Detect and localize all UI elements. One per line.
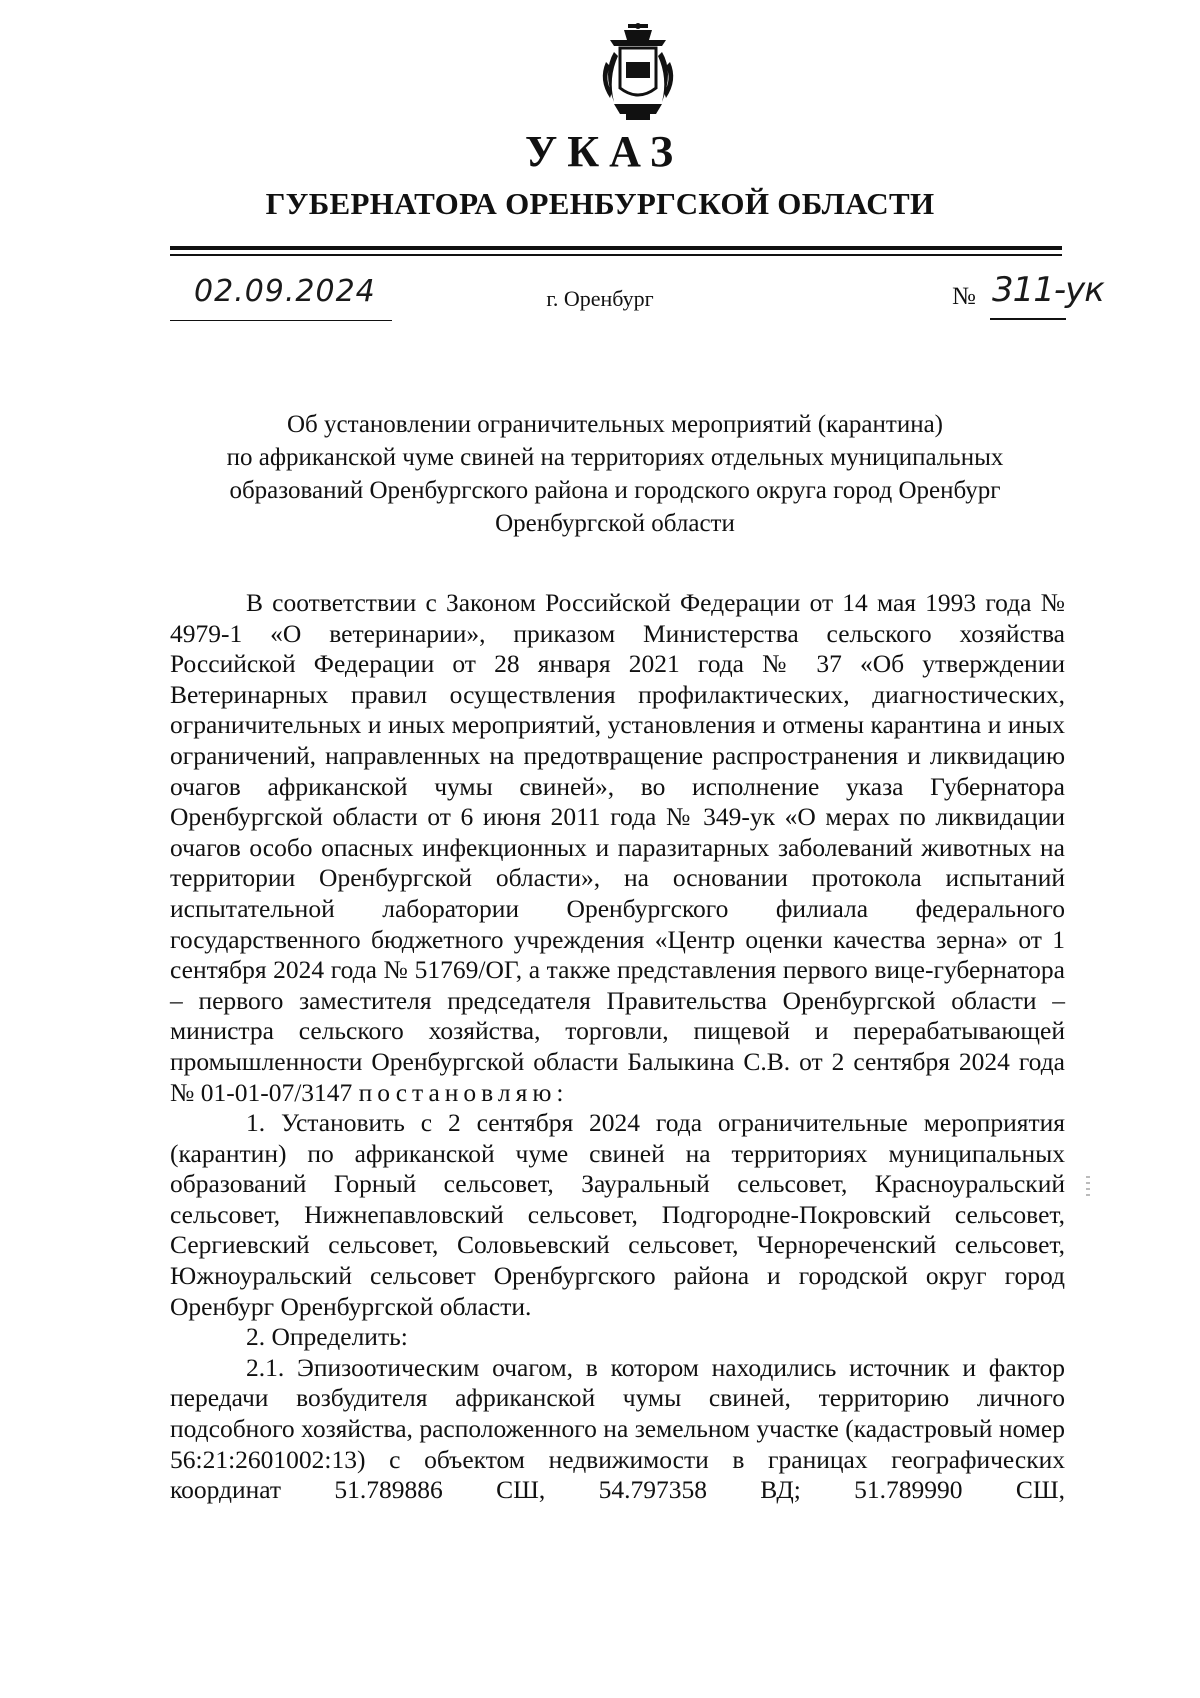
decree-body: [170, 588, 1065, 1506]
subject-line: Оренбургской области: [495, 510, 735, 537]
preamble-paragraph: [170, 588, 1065, 1108]
number-sign: №: [952, 283, 976, 310]
item-paragraph: 2.1. Эпизоотическим очагом, в котором находились источник и фактор передачи возбудителя африканской чумы свиней, территорию личного подсобного хозяйства, расположенного на земельном участке (кадастровый номер 56:21:2601002:13) с объектом недвижимости в границах географических координат 51.789886 СШ, 54.797358 ВД; 51.789990 СШ,: [170, 1352, 1065, 1505]
subject-line: образований Оренбургского района и городского округа город Оренбург: [229, 477, 1001, 504]
margin-scan-dots: [1086, 1176, 1090, 1196]
header-rule-thick: [170, 246, 1062, 250]
decree-title: УКАЗ: [524, 127, 684, 176]
item-paragraph: 1. Установить с 2 сентября 2024 года ограничительные мероприятия (карантин) по африканской чуме свиней на территориях муниципальных образований Горный сельсовет, Зауральный сельсовет, Красноуральский сельсовет, Нижнепавловский сельсовет, Подгородне-Покровский сельсовет, Сергиевский сельсовет, Соловьевский сельсовет, Чернореченский сельсовет, Южноуральский сельсовет Оренбургского района и городской округ город Оренбург Оренбургской области.: [170, 1108, 1065, 1321]
subject-line: Об установлении ограничительных мероприятий (карантина): [286, 411, 944, 438]
decree-word: постановляю:: [358, 1077, 569, 1107]
coat-of-arms-emblem: [596, 22, 680, 122]
issuer-title: ГУБЕРНАТОРА ОРЕНБУРГСКОЙ ОБЛАСТИ: [265, 186, 935, 221]
header-rule-thin: [170, 254, 1062, 256]
item-paragraph: 2. Определить:: [246, 1322, 408, 1352]
preamble-text: В соответствии с Законом Российской Федерации от 14 мая 1993 года № 4979-1 «О ветеринарии», приказом Министерства сельского хозяйства Российской Федерации от 28 января 2021 года № 37 «Об утверждении Ветеринарных правил осуществления профилактических, диагностических, ограничительных и иных мероприятий, установления и отмены карантина и иных ограничений, направленных на предотвращение распространения и ликвидацию очагов африканской чумы свиней», во исполнение указа Губернатора Оренбургской области от 6 июня 2011 года № 349-ук «О мерах по ликвидации очагов особо опасных инфекционных и паразитарных заболеваний животных на территории Оренбургской области», на основании протокола испытаний испытательной лаборатории Оренбургского филиала федерального государственного бюджетного учреждения «Центр оценки качества зерна» от 1 сентября 2024 года № 51769/ОГ, а также представления первого вице-губернатора – первого заместителя председателя Правительства Оренбургской области – министра сельского хозяйства, торговли, пищевой и перерабатывающей промышленности Оренбургской области Балыкина С.В. от 2 сентября 2024 года № 01-01-07/3147: [170, 588, 1065, 1107]
decree-date: 02.09.2024: [194, 274, 376, 309]
decree-city: г. Оренбург: [546, 286, 654, 311]
number-line: [990, 318, 1066, 320]
subject-line: по африканской чуме свиней на территориях отдельных муниципальных: [226, 444, 1004, 471]
decree-subject: [160, 408, 1070, 540]
decree-number: 311-ук: [992, 270, 1104, 310]
